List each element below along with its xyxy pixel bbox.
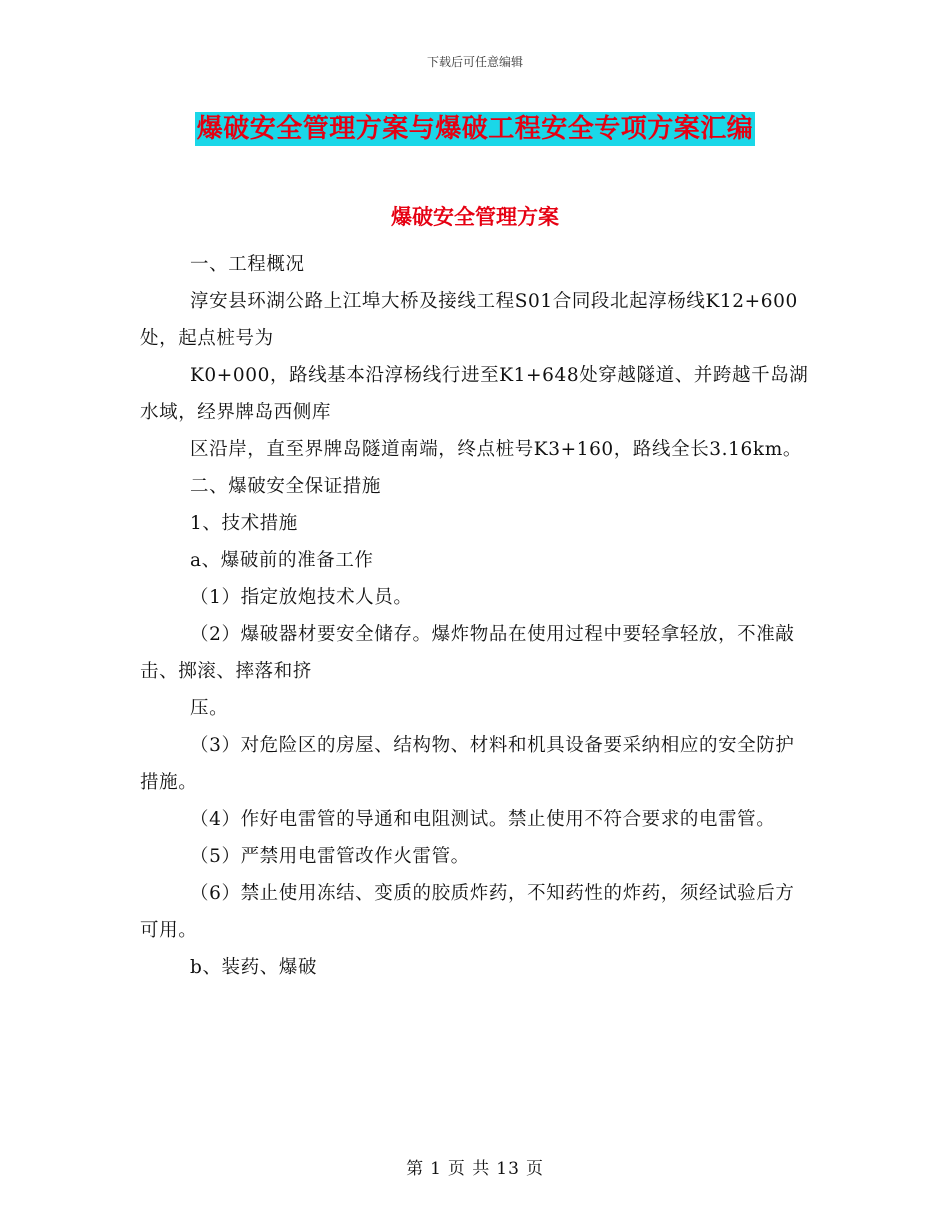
page-footer (0, 1154, 950, 1179)
section-title: 爆破安全管理方案 (391, 205, 559, 229)
header-note: 下载后可任意编辑 (426, 55, 523, 69)
footer-suffix: 页 (525, 1159, 544, 1179)
document-body (140, 246, 810, 986)
paragraph: a、爆破前的准备工作 (190, 550, 374, 571)
paragraph: K0+000，路线基本沿淳杨线行进至K1+648处穿越隧道、并跨越千岛湖水域，经界牌岛西侧库 (140, 365, 809, 423)
footer-prefix: 第 (406, 1159, 425, 1179)
footer-mid: 页 共 (447, 1159, 491, 1179)
paragraph: 一、工程概况 (190, 254, 305, 275)
paragraph: （3）对危险区的房屋、结构物、材料和机具设备要采纳相应的安全防护措施。 (140, 735, 795, 793)
footer-page-number: 1 (430, 1159, 442, 1179)
document-title-text: 爆破安全管理方案与爆破工程安全专项方案汇编 (196, 114, 754, 144)
paragraph: 区沿岸，直至界牌岛隧道南端，终点桩号K3+160，路线全长3.16km。 (190, 439, 802, 460)
document-title (0, 112, 950, 146)
paragraph: 二、爆破安全保证措施 (190, 476, 382, 497)
paragraph: （5）严禁用电雷管改作火雷管。 (190, 846, 470, 867)
paragraph: b、装药、爆破 (190, 957, 318, 978)
footer-total-pages: 13 (496, 1159, 520, 1179)
paragraph: 淳安县环湖公路上江埠大桥及接线工程S01合同段北起淳杨线K12+600处，起点桩号为 (140, 291, 798, 349)
paragraph: 1、技术措施 (190, 513, 298, 534)
paragraph: （4）作好电雷管的导通和电阻测试。禁止使用不符合要求的电雷管。 (190, 809, 776, 830)
paragraph: 压。 (190, 698, 229, 719)
paragraph: （1）指定放炮技术人员。 (190, 587, 413, 608)
paragraph: （6）禁止使用冻结、变质的胶质炸药，不知药性的炸药，须经试验后方可用。 (140, 883, 795, 941)
paragraph: （2）爆破器材要安全储存。爆炸物品在使用过程中要轻拿轻放，不准敲击、掷滚、摔落和挤 (140, 624, 795, 682)
